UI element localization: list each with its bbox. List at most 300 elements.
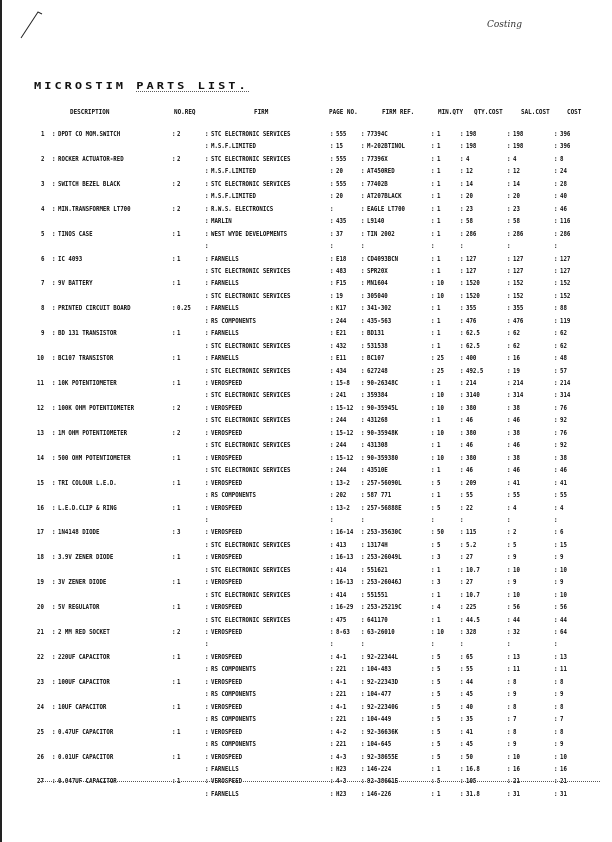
cell-firm-ref: 92-22343D xyxy=(367,677,399,686)
separator: : xyxy=(330,665,334,674)
cell-cost: 286 xyxy=(560,229,571,238)
cell-qty-cost: 58 xyxy=(466,217,473,226)
cell-firm: STC ELECTRONIC SERVICES xyxy=(211,441,291,450)
cell-sal-cost: 4 xyxy=(513,154,517,163)
cell-qty-cost: 4 xyxy=(466,154,470,163)
cell-qty-cost: 380 xyxy=(466,403,477,412)
cell-sal-cost: 20 xyxy=(513,192,520,201)
separator: : xyxy=(431,416,435,425)
table-row xyxy=(0,616,612,628)
cell-firm-ref: 77394C xyxy=(367,130,388,138)
cell-firm: M.S.F.LIMITED xyxy=(211,192,256,201)
cell-no-req: 1 xyxy=(177,777,181,786)
separator: : xyxy=(460,291,464,300)
separator: : xyxy=(507,553,511,562)
separator: : xyxy=(205,553,209,562)
cell-firm-ref: 90-359380 xyxy=(367,453,399,462)
separator: : xyxy=(361,540,365,549)
separator: : xyxy=(554,167,558,176)
separator: : xyxy=(361,279,365,288)
cell-cost: 46 xyxy=(560,466,567,475)
separator: : xyxy=(431,540,435,549)
cell-page-no: 434 xyxy=(336,366,347,375)
cell-sal-cost: 21 xyxy=(513,777,520,786)
separator: : xyxy=(507,578,511,587)
cell-min-qty: 10 xyxy=(437,628,444,636)
cell-firm-ref: 253-26049L xyxy=(367,553,402,562)
separator: : xyxy=(431,441,435,450)
separator: : xyxy=(431,291,435,300)
cell-page-no: E11 xyxy=(336,354,347,363)
separator: : xyxy=(431,428,435,437)
separator: : xyxy=(431,640,435,649)
separator: : xyxy=(460,690,464,699)
cell-page-no: 244 xyxy=(336,441,347,450)
separator: : xyxy=(554,628,558,636)
cell-page-no: 4-2 xyxy=(336,727,347,736)
separator: : xyxy=(554,690,558,699)
cell-item-number: 27 xyxy=(37,777,44,786)
separator: : xyxy=(431,179,435,188)
cell-firm-ref: 146-226 xyxy=(367,789,392,798)
separator: : xyxy=(507,777,511,786)
cell-description: PRINTED CIRCUIT BOARD xyxy=(58,304,131,313)
cell-description: 500 OHM POTENTIOMETER xyxy=(58,453,131,462)
cell-cost: 40 xyxy=(560,192,567,201)
table-row xyxy=(0,740,612,752)
separator: : xyxy=(361,677,365,686)
separator: : xyxy=(431,279,435,288)
separator: : xyxy=(460,565,464,574)
cell-description: 9V BATTERY xyxy=(58,279,93,288)
cell-no-req: 1 xyxy=(177,354,181,363)
cell-sal-cost: 9 xyxy=(513,578,517,587)
cell-min-qty: 1 xyxy=(437,304,441,313)
separator: : xyxy=(172,428,176,437)
cell-firm: STC ELECTRONIC SERVICES xyxy=(211,130,291,138)
table-row xyxy=(0,753,612,765)
separator: : xyxy=(507,167,511,176)
cell-firm-ref: 253-35630C xyxy=(367,528,402,537)
separator: : xyxy=(172,254,176,263)
cell-cost: 44 xyxy=(560,615,567,624)
separator: : xyxy=(205,515,209,524)
separator: : xyxy=(330,603,334,612)
separator: : xyxy=(52,329,56,338)
cell-firm-ref: 305040 xyxy=(367,291,388,300)
cell-min-qty: 5 xyxy=(437,503,441,512)
separator: : xyxy=(361,266,365,275)
cell-min-qty: 3 xyxy=(437,578,441,587)
cell-qty-cost: 62.5 xyxy=(466,329,480,338)
cell-sal-cost: 32 xyxy=(513,628,520,636)
separator: : xyxy=(507,528,511,537)
separator: : xyxy=(431,391,435,400)
cell-min-qty: 5 xyxy=(437,777,441,786)
table-row xyxy=(0,192,612,204)
separator: : xyxy=(460,441,464,450)
separator: : xyxy=(172,677,176,686)
cell-qty-cost: 198 xyxy=(466,130,477,138)
separator: : xyxy=(460,428,464,437)
separator: : xyxy=(205,677,209,686)
cell-cost: 55 xyxy=(560,491,567,500)
cell-cost: 92 xyxy=(560,416,567,425)
separator: : xyxy=(205,528,209,537)
separator: : xyxy=(460,266,464,275)
cell-sal-cost: 38 xyxy=(513,453,520,462)
separator: : xyxy=(460,590,464,599)
separator: : xyxy=(507,217,511,226)
cell-item-number: 24 xyxy=(37,702,44,711)
separator: : xyxy=(431,752,435,761)
separator: : xyxy=(172,478,176,487)
cell-page-no: 555 xyxy=(336,179,347,188)
cell-qty-cost: 40 xyxy=(466,702,473,711)
separator: : xyxy=(507,154,511,163)
cell-firm-ref: 104-645 xyxy=(367,740,392,749)
separator: : xyxy=(460,229,464,238)
cell-firm-ref: 641170 xyxy=(367,615,388,624)
cell-qty-cost: 65 xyxy=(466,652,473,661)
separator: : xyxy=(330,503,334,512)
separator: : xyxy=(361,391,365,400)
separator: : xyxy=(554,266,558,275)
table-row xyxy=(0,690,612,702)
cell-description: 5V REGULATOR xyxy=(58,603,100,612)
separator: : xyxy=(554,640,558,649)
cell-firm: VEROSPEED xyxy=(211,652,243,661)
separator: : xyxy=(460,167,464,176)
cell-cost: 28 xyxy=(560,179,567,188)
separator: : xyxy=(554,441,558,450)
separator: : xyxy=(172,179,176,188)
cell-qty-cost: 62.5 xyxy=(466,341,480,350)
cell-firm-ref: L9140 xyxy=(367,217,385,226)
separator: : xyxy=(361,640,365,649)
separator: : xyxy=(52,279,56,288)
cell-min-qty: 5 xyxy=(437,727,441,736)
separator: : xyxy=(205,192,209,201)
separator: : xyxy=(172,453,176,462)
separator: : xyxy=(52,553,56,562)
table-row xyxy=(0,603,612,615)
separator: : xyxy=(205,167,209,176)
separator: : xyxy=(460,242,464,251)
cell-qty-cost: 41 xyxy=(466,727,473,736)
separator: : xyxy=(330,403,334,412)
separator: : xyxy=(460,702,464,711)
separator: : xyxy=(330,553,334,562)
cell-qty-cost: 44 xyxy=(466,677,473,686)
separator: : xyxy=(554,515,558,524)
cell-description: DPDT CO MOM.SWITCH xyxy=(58,130,121,138)
separator: : xyxy=(205,740,209,749)
cell-page-no: 244 xyxy=(336,466,347,475)
separator: : xyxy=(554,478,558,487)
separator: : xyxy=(361,441,365,450)
cell-qty-cost: 225 xyxy=(466,603,477,612)
table-row xyxy=(0,504,612,516)
cell-cost: 127 xyxy=(560,254,571,263)
cell-firm-ref: AT207BLACK xyxy=(367,192,402,201)
separator: : xyxy=(460,204,464,213)
separator: : xyxy=(361,254,365,263)
separator: : xyxy=(431,677,435,686)
cell-item-number: 13 xyxy=(37,428,44,437)
cell-min-qty: 4 xyxy=(437,603,441,612)
separator: : xyxy=(460,740,464,749)
cell-cost: 116 xyxy=(560,217,571,226)
separator: : xyxy=(431,229,435,238)
separator: : xyxy=(330,515,334,524)
separator: : xyxy=(330,764,334,773)
separator: : xyxy=(361,503,365,512)
separator: : xyxy=(330,715,334,724)
cell-firm-ref: 253-25219C xyxy=(367,603,402,612)
separator: : xyxy=(507,341,511,350)
separator: : xyxy=(205,478,209,487)
separator: : xyxy=(172,279,176,288)
separator: : xyxy=(507,453,511,462)
cell-description: TINOS CASE xyxy=(58,229,93,238)
separator: : xyxy=(205,652,209,661)
cell-cost: 9 xyxy=(560,578,564,587)
cell-qty-cost: 127 xyxy=(466,254,477,263)
cell-description: L.E.D.CLIP & RING xyxy=(58,503,117,512)
cell-min-qty: 10 xyxy=(437,453,444,462)
separator: : xyxy=(431,466,435,475)
table-row xyxy=(0,416,612,428)
cell-page-no: 4-1 xyxy=(336,677,347,686)
separator: : xyxy=(52,777,56,786)
cell-firm: VEROSPEED xyxy=(211,727,243,736)
separator: : xyxy=(554,677,558,686)
table-row xyxy=(0,441,612,453)
cell-description: SWITCH BEZEL BLACK xyxy=(58,179,121,188)
separator: : xyxy=(205,628,209,636)
table-row xyxy=(0,553,612,565)
cell-firm: RS COMPONENTS xyxy=(211,316,256,325)
cell-sal-cost: 58 xyxy=(513,217,520,226)
cell-cost: 76 xyxy=(560,428,567,437)
separator: : xyxy=(330,242,334,251)
cell-cost: 152 xyxy=(560,291,571,300)
table-row xyxy=(0,230,612,242)
separator: : xyxy=(554,379,558,387)
cell-no-req: 1 xyxy=(177,254,181,263)
separator: : xyxy=(205,540,209,549)
separator: : xyxy=(330,740,334,749)
separator: : xyxy=(460,354,464,363)
cell-page-no: 16-13 xyxy=(336,578,354,587)
separator: : xyxy=(507,366,511,375)
cell-firm: WEST WYDE DEVELOPMENTS xyxy=(211,229,288,238)
cell-cost: 8 xyxy=(560,702,564,711)
cell-page-no: 13-2 xyxy=(336,478,350,487)
separator: : xyxy=(460,764,464,773)
cell-sal-cost: 476 xyxy=(513,316,524,325)
cell-sal-cost: 5 xyxy=(513,540,517,549)
cell-description: 0.47UF CAPACITOR xyxy=(58,727,114,736)
separator: : xyxy=(330,578,334,587)
cell-qty-cost: 46 xyxy=(466,416,473,425)
cell-cost: 152 xyxy=(560,279,571,288)
separator: : xyxy=(361,316,365,325)
cell-cost: 127 xyxy=(560,266,571,275)
separator: : xyxy=(431,478,435,487)
cell-min-qty: 1 xyxy=(437,565,441,574)
separator: : xyxy=(205,416,209,425)
cell-page-no: 4-3 xyxy=(336,777,347,786)
separator: : xyxy=(205,329,209,338)
separator: : xyxy=(361,690,365,699)
separator: : xyxy=(460,130,464,138)
table-row xyxy=(0,578,612,590)
cell-page-no: 432 xyxy=(336,341,347,350)
cell-min-qty: 10 xyxy=(437,291,444,300)
header-qty-cost: QTY.COST xyxy=(474,108,503,116)
cell-qty-cost: 14 xyxy=(466,179,473,188)
separator: : xyxy=(330,565,334,574)
separator: : xyxy=(460,154,464,163)
cell-qty-cost: 44.5 xyxy=(466,615,480,624)
cell-firm-ref: 90-35948K xyxy=(367,428,399,437)
separator: : xyxy=(330,652,334,661)
separator: : xyxy=(554,204,558,213)
cell-description: 0.047UF CAPACITOR xyxy=(58,777,117,786)
cell-firm-ref: 77396X xyxy=(367,154,388,163)
cell-no-req: 2 xyxy=(177,179,181,188)
separator: : xyxy=(205,254,209,263)
cell-firm: RS COMPONENTS xyxy=(211,491,256,500)
cell-page-no: 20 xyxy=(336,192,343,201)
cell-no-req: 1 xyxy=(177,379,181,387)
separator: : xyxy=(205,403,209,412)
separator: : xyxy=(52,478,56,487)
separator: : xyxy=(460,491,464,500)
separator: : xyxy=(205,665,209,674)
cell-firm-ref: 551551 xyxy=(367,590,388,599)
separator: : xyxy=(330,690,334,699)
cell-firm-ref: 92-22344L xyxy=(367,652,399,661)
cell-firm-ref: 341-302 xyxy=(367,304,392,313)
cell-qty-cost: 55 xyxy=(466,665,473,674)
table-row xyxy=(0,180,612,192)
separator: : xyxy=(460,789,464,798)
separator: : xyxy=(507,441,511,450)
separator: : xyxy=(431,403,435,412)
separator: : xyxy=(172,553,176,562)
separator: : xyxy=(205,752,209,761)
cell-page-no: H23 xyxy=(336,789,347,798)
cell-qty-cost: 22 xyxy=(466,503,473,512)
cell-firm: STC ELECTRONIC SERVICES xyxy=(211,179,291,188)
cell-cost: 24 xyxy=(560,167,567,176)
separator: : xyxy=(460,416,464,425)
cell-min-qty: 5 xyxy=(437,478,441,487)
cell-firm: STC ELECTRONIC SERVICES xyxy=(211,366,291,375)
cell-min-qty: 5 xyxy=(437,540,441,549)
separator: : xyxy=(330,266,334,275)
table-row xyxy=(0,628,612,640)
separator: : xyxy=(330,441,334,450)
separator: : xyxy=(361,578,365,587)
separator: : xyxy=(507,316,511,325)
cell-min-qty: 50 xyxy=(437,528,444,537)
separator: : xyxy=(361,715,365,724)
separator: : xyxy=(330,466,334,475)
table-row xyxy=(0,292,612,304)
cell-firm-ref: 92-38661E xyxy=(367,777,399,786)
cell-sal-cost: 8 xyxy=(513,727,517,736)
cell-qty-cost: 20 xyxy=(466,192,473,201)
separator: : xyxy=(554,665,558,674)
cell-description: 2 MM RED SOCKET xyxy=(58,628,110,636)
separator: : xyxy=(460,752,464,761)
cell-cost: 76 xyxy=(560,403,567,412)
cell-no-req: 1 xyxy=(177,453,181,462)
cell-firm: FARNELLS xyxy=(211,279,239,288)
cell-page-no: 4-3 xyxy=(336,752,347,761)
separator: : xyxy=(330,379,334,387)
separator: : xyxy=(431,590,435,599)
separator: : xyxy=(172,229,176,238)
cell-no-req: 1 xyxy=(177,329,181,338)
separator: : xyxy=(507,789,511,798)
cell-page-no: 8-63 xyxy=(336,628,350,636)
separator: : xyxy=(205,453,209,462)
table-row xyxy=(0,591,612,603)
table-row xyxy=(0,703,612,715)
separator: : xyxy=(52,204,56,213)
separator: : xyxy=(330,453,334,462)
cell-page-no: 244 xyxy=(336,316,347,325)
separator: : xyxy=(507,142,511,151)
separator: : xyxy=(330,154,334,163)
separator: : xyxy=(361,428,365,437)
cell-qty-cost: 476 xyxy=(466,316,477,325)
cell-sal-cost: 355 xyxy=(513,304,524,313)
separator: : xyxy=(554,391,558,400)
separator: : xyxy=(205,615,209,624)
separator: : xyxy=(361,603,365,612)
separator: : xyxy=(431,453,435,462)
cell-min-qty: 5 xyxy=(437,665,441,674)
cell-firm-ref: 104-483 xyxy=(367,665,392,674)
cell-firm-ref: 146-224 xyxy=(367,764,392,773)
cell-firm: M.S.F.LIMITED xyxy=(211,142,256,151)
cell-page-no: 221 xyxy=(336,715,347,724)
cell-firm-ref: 587 771 xyxy=(367,491,392,500)
separator: : xyxy=(205,578,209,587)
blank-row xyxy=(0,516,612,528)
cell-sal-cost: 16 xyxy=(513,354,520,363)
separator: : xyxy=(172,603,176,612)
separator: : xyxy=(205,341,209,350)
cell-firm: VEROSPEED xyxy=(211,628,243,636)
table-row xyxy=(0,379,612,391)
cell-qty-cost: 1520 xyxy=(466,279,480,288)
cell-page-no: 414 xyxy=(336,565,347,574)
separator: : xyxy=(330,217,334,226)
separator: : xyxy=(460,279,464,288)
separator: : xyxy=(361,453,365,462)
separator: : xyxy=(507,291,511,300)
cell-cost: 214 xyxy=(560,379,571,387)
cell-page-no: F15 xyxy=(336,279,347,288)
cell-page-no: 244 xyxy=(336,416,347,425)
